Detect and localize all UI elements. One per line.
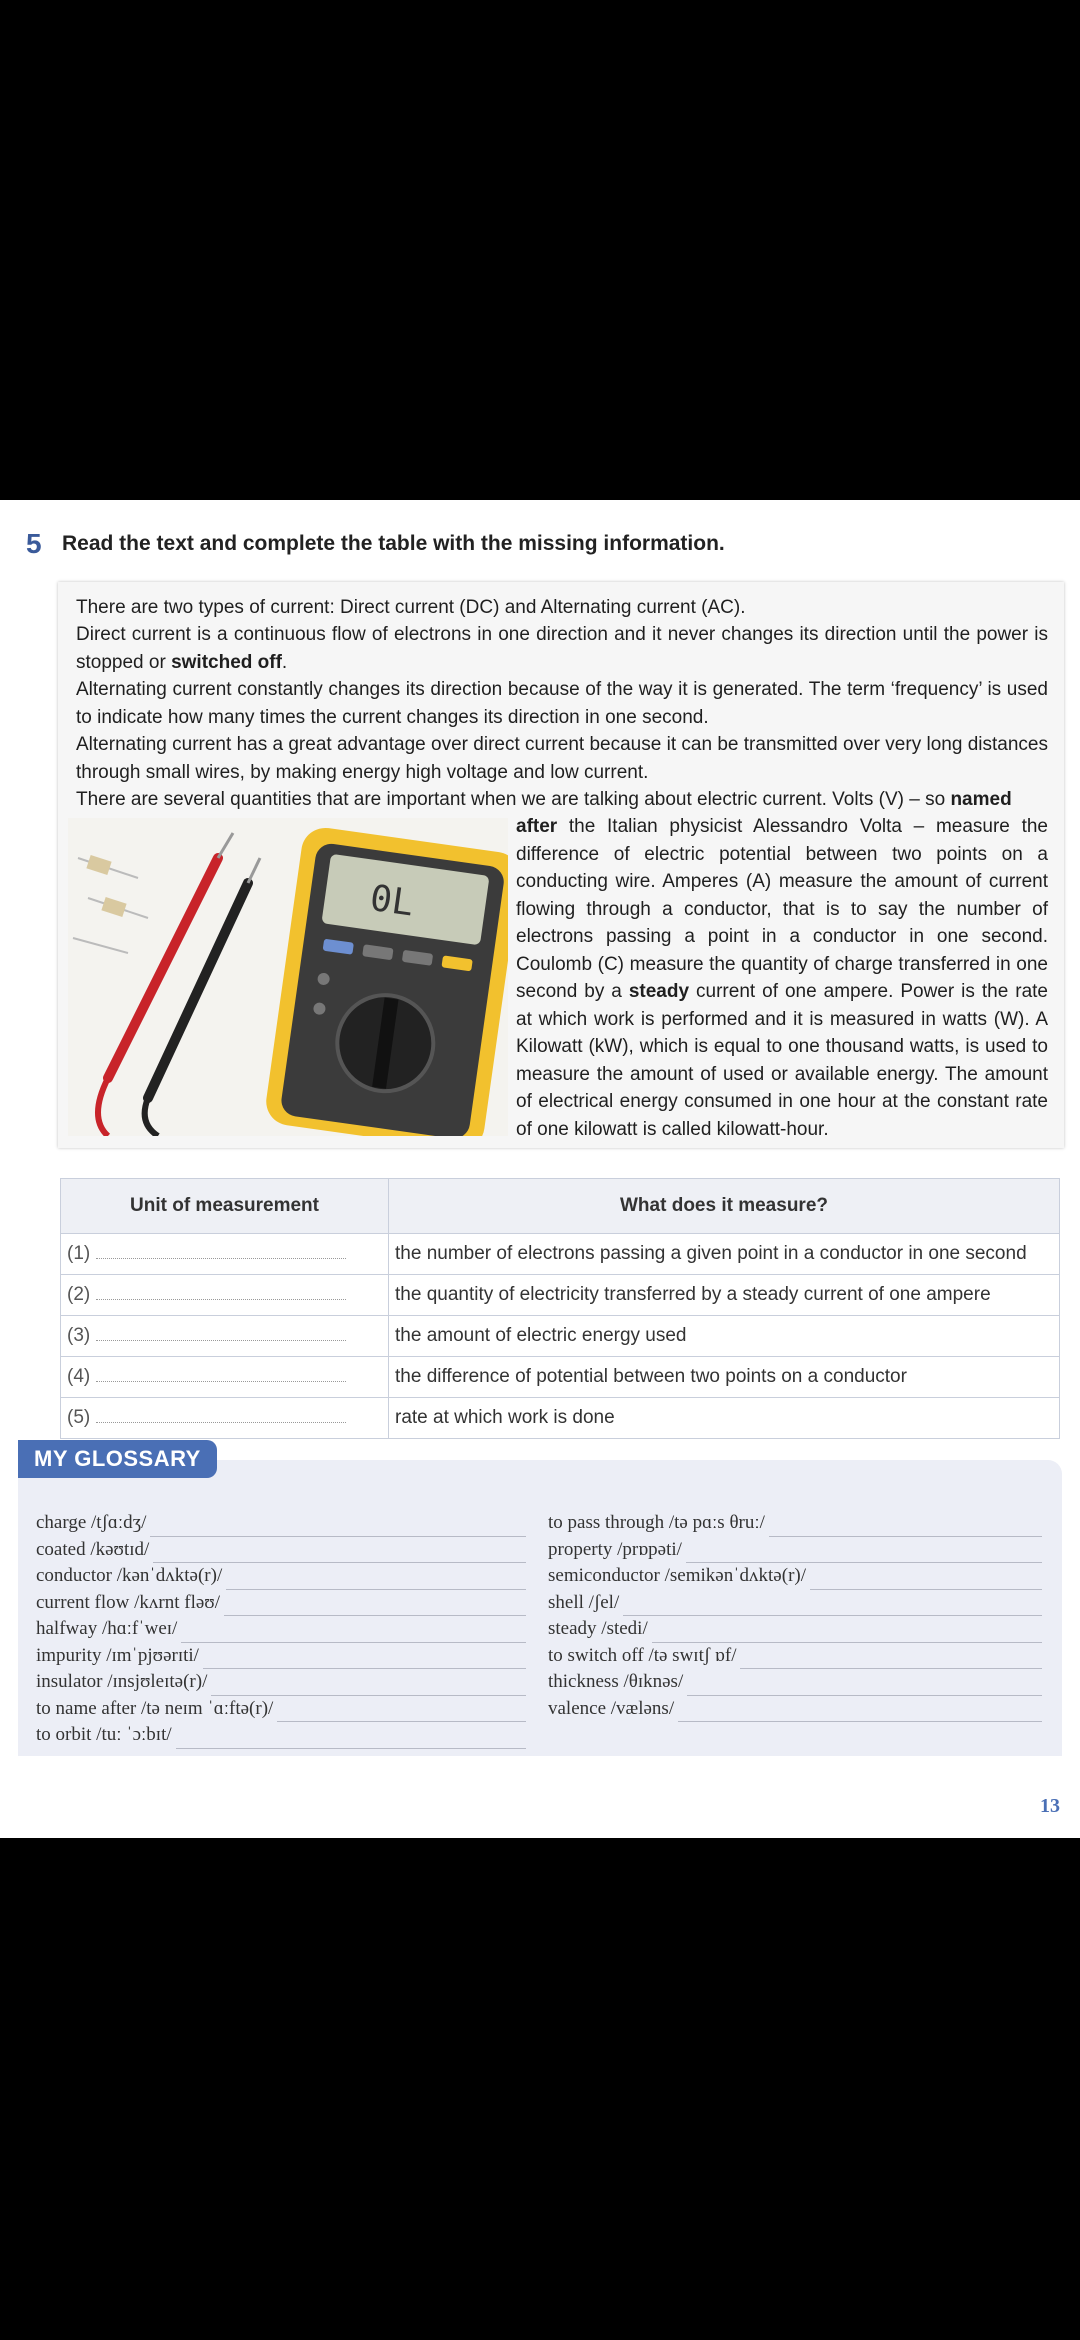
write-line[interactable] <box>153 1544 526 1563</box>
write-line[interactable] <box>224 1597 526 1616</box>
write-line[interactable] <box>211 1677 526 1696</box>
meter-display-text: 0L <box>367 877 417 925</box>
write-line[interactable] <box>687 1677 1042 1696</box>
glossary-item[interactable] <box>36 1510 526 1537</box>
glossary-item[interactable] <box>36 1722 526 1749</box>
write-line[interactable] <box>176 1730 526 1749</box>
multimeter-photo <box>68 818 508 1136</box>
multimeter-illustration <box>68 818 508 1136</box>
glossary-term: property /prɒpəti/ <box>548 1538 682 1560</box>
glossary-left-column <box>36 1510 526 1749</box>
answer-blank[interactable] <box>96 1244 346 1259</box>
row-number: (1) <box>67 1243 91 1264</box>
glossary-title: MY GLOSSARY <box>18 1440 217 1478</box>
glossary-term: charge /tʃɑːdʒ/ <box>36 1512 147 1533</box>
write-line[interactable] <box>150 1518 526 1537</box>
header-unit: Unit of measurement <box>61 1179 389 1234</box>
write-line[interactable] <box>686 1544 1042 1563</box>
bold-steady: steady <box>628 981 690 1002</box>
table-row <box>61 1234 1060 1275</box>
glossary-item[interactable] <box>36 1590 526 1617</box>
write-line[interactable] <box>810 1571 1042 1590</box>
glossary-item[interactable] <box>36 1669 526 1696</box>
glossary-term: to orbit /tuː ˈɔːbɪt/ <box>36 1724 172 1745</box>
row-number: (2) <box>67 1284 91 1305</box>
glossary-item[interactable] <box>548 1590 1042 1617</box>
paragraph-5-column <box>516 813 1048 1143</box>
write-line[interactable] <box>181 1624 526 1643</box>
measurement-table <box>60 1178 1060 1439</box>
paragraph-5-text: There are several quantities that are important when we are talking about electric current. Volts (V) – so <box>76 789 951 810</box>
row-number: (4) <box>67 1366 91 1387</box>
bold-switched-off: switched off <box>171 651 282 673</box>
answer-cell-3[interactable] <box>61 1316 389 1357</box>
table-row <box>61 1316 1060 1357</box>
glossary-box <box>18 1446 1062 1756</box>
paragraph-3: Alternating current constantly changes its direction because of the way it is generated. The term ‘frequency’ is used to indicate how many times the current changes its direction in one second. <box>76 679 1048 728</box>
answer-blank[interactable] <box>96 1326 346 1341</box>
paragraph-2-text: Direct current is a continuous flow of electrons in one direction and it never changes its direction until the power is stopped or <box>76 624 1048 673</box>
glossary-item[interactable] <box>36 1537 526 1564</box>
exercise-instruction: Read the text and complete the table with the missing information. <box>62 532 725 555</box>
exercise-number: 5 <box>26 528 42 559</box>
glossary-right-column <box>548 1510 1042 1722</box>
write-line[interactable] <box>203 1650 526 1669</box>
write-line[interactable] <box>277 1703 526 1722</box>
glossary-item[interactable] <box>36 1616 526 1643</box>
write-line[interactable] <box>226 1571 526 1590</box>
bold-after: after <box>516 816 558 837</box>
table-cell: the quantity of electricity transferred by a steady current of one ampere <box>389 1275 1060 1316</box>
glossary-item[interactable] <box>36 1696 526 1723</box>
write-line[interactable] <box>769 1518 1042 1537</box>
glossary-item[interactable] <box>548 1616 1042 1643</box>
paragraph-4: Alternating current has a great advantage over direct current because it can be transmitted over very long distances through small wires, by making energy high voltage and low current. <box>76 734 1048 783</box>
answer-blank[interactable] <box>96 1367 346 1382</box>
glossary-item[interactable] <box>548 1643 1042 1670</box>
textbook-page <box>0 500 1080 1838</box>
glossary-item[interactable] <box>548 1563 1042 1590</box>
write-line[interactable] <box>678 1703 1042 1722</box>
glossary-item[interactable] <box>548 1510 1042 1537</box>
glossary-item[interactable] <box>548 1696 1042 1723</box>
glossary-item[interactable] <box>36 1563 526 1590</box>
paragraph-1: There are two types of current: Direct current (DC) and Alternating current (AC). <box>76 597 746 618</box>
glossary-term: conductor /kənˈdʌktə(r)/ <box>36 1565 223 1586</box>
glossary-term: impurity /ɪmˈpjʊərɪti/ <box>36 1644 199 1666</box>
answer-cell-1[interactable] <box>61 1234 389 1275</box>
row-number: (5) <box>67 1407 91 1428</box>
glossary-item[interactable] <box>548 1537 1042 1564</box>
column-text-2: current of one ampere. Power is the rate at which work is performed and it is measured in watts (W). A Kilowatt (kW), which is equal to one thousand watts, is used to measure the amount of used or available energy. The amount of electrical energy consumed in one hour at the constant rate of one kilowatt is called kilowatt-hour. <box>516 981 1048 1140</box>
table-cell: the number of electrons passing a given point in a conductor in one second <box>389 1234 1060 1275</box>
answer-cell-5[interactable] <box>61 1398 389 1439</box>
glossary-term: to pass through /tə pɑːs θruː/ <box>548 1512 765 1533</box>
glossary-term: current flow /kʌrnt fləʊ/ <box>36 1591 221 1613</box>
bold-named: named <box>950 789 1012 810</box>
table-row <box>61 1275 1060 1316</box>
answer-cell-4[interactable] <box>61 1357 389 1398</box>
glossary-term: to switch off /tə swɪtʃ ɒf/ <box>548 1644 737 1666</box>
glossary-term: coated /kəʊtɪd/ <box>36 1538 150 1560</box>
table-row <box>61 1398 1060 1439</box>
table-cell: the amount of electric energy used <box>389 1316 1060 1357</box>
write-line[interactable] <box>652 1624 1042 1643</box>
page-number: 13 <box>1040 1795 1060 1817</box>
reading-text-box <box>58 582 1064 1148</box>
answer-cell-2[interactable] <box>61 1275 389 1316</box>
answer-blank[interactable] <box>96 1285 346 1300</box>
write-line[interactable] <box>740 1650 1042 1669</box>
glossary-item[interactable] <box>36 1643 526 1670</box>
glossary-term: to name after /tə neɪm ˈɑːftə(r)/ <box>36 1697 274 1719</box>
glossary-term: halfway /hɑːfˈweɪ/ <box>36 1618 178 1639</box>
write-line[interactable] <box>623 1597 1042 1616</box>
table-cell: rate at which work is done <box>389 1398 1060 1439</box>
glossary-term: semiconductor /semikənˈdʌktə(r)/ <box>548 1565 807 1586</box>
paragraph-2-end: . <box>281 651 288 673</box>
glossary-item[interactable] <box>548 1669 1042 1696</box>
table-cell: the difference of potential between two points on a conductor <box>389 1357 1060 1398</box>
table-header-row <box>61 1179 1060 1234</box>
table-row <box>61 1357 1060 1398</box>
glossary-term: insulator /ɪnsjʊleɪtə(r)/ <box>36 1671 208 1692</box>
paragraph-2 <box>76 621 1048 676</box>
header-what: What does it measure? <box>389 1179 1060 1234</box>
row-number: (3) <box>67 1325 91 1346</box>
glossary-term: valence /væləns/ <box>548 1697 675 1719</box>
glossary-term: thickness /θɪknəs/ <box>548 1671 684 1692</box>
glossary-term: steady /stedi/ <box>548 1618 648 1639</box>
column-text-1: the Italian physicist Alessandro Volta – measure the difference of electric potential between two points on a conducting wire. Amperes (A) measure the amount of current flowing through a conductor, that is to say the number of electrons passing a point in a conductor in one second. Coulomb (C) measure the quantity of charge transferred in one second by a <box>516 816 1048 1002</box>
paragraph-5-start <box>76 786 1048 814</box>
answer-blank[interactable] <box>96 1408 346 1423</box>
glossary-term: shell /ʃel/ <box>548 1591 620 1613</box>
